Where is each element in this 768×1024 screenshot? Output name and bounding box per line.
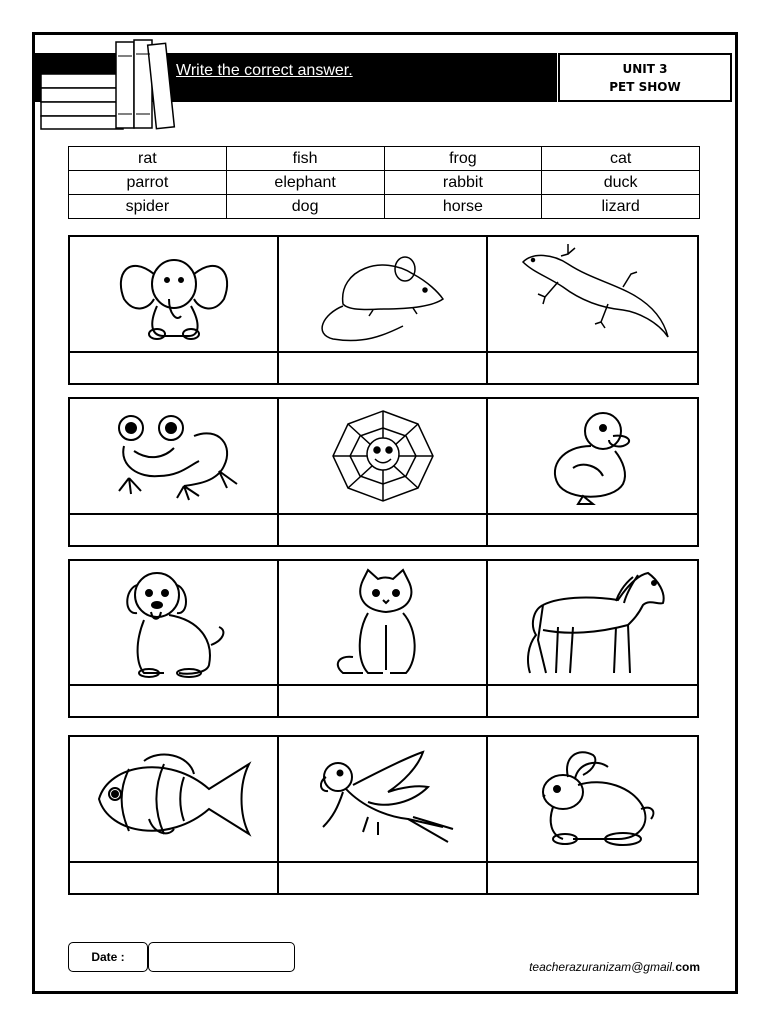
word-bank-row <box>69 171 700 195</box>
cat-icon <box>328 565 438 680</box>
picture-frame <box>70 737 277 863</box>
answer-field[interactable] <box>279 515 486 545</box>
picture-cell <box>279 737 488 893</box>
word-bank-cell: rabbit <box>384 171 542 195</box>
unit-title: PET SHOW <box>609 80 681 94</box>
word-bank-table <box>68 146 700 219</box>
word-bank-cell: parrot <box>69 171 227 195</box>
word-bank-row <box>69 147 700 171</box>
word-bank-cell: dog <box>226 195 384 219</box>
answer-field[interactable] <box>488 686 697 716</box>
spider-icon <box>328 406 438 506</box>
picture-cell <box>70 399 279 545</box>
picture-cell <box>488 237 697 383</box>
answer-field[interactable] <box>70 353 277 383</box>
word-bank-cell: rat <box>69 147 227 171</box>
answer-field[interactable] <box>70 863 277 893</box>
answer-field[interactable] <box>488 353 697 383</box>
picture-frame <box>488 737 697 863</box>
picture-cell <box>70 561 279 716</box>
duck-icon <box>543 406 643 506</box>
picture-frame <box>488 399 697 515</box>
frog-icon <box>109 406 239 506</box>
answer-field[interactable] <box>279 863 486 893</box>
unit-number: UNIT 3 <box>622 62 668 76</box>
email-main: teacherazuranizam@gmail. <box>529 960 676 974</box>
word-bank-cell: cat <box>542 147 700 171</box>
books-icon <box>38 36 180 132</box>
lizard-icon <box>513 242 673 347</box>
picture-frame <box>70 561 277 686</box>
word-bank-row <box>69 195 700 219</box>
rabbit-icon <box>523 747 663 852</box>
picture-frame <box>488 237 697 353</box>
email-tld: com <box>675 960 700 974</box>
unit-label-box <box>558 53 732 102</box>
picture-row-3 <box>68 559 699 718</box>
answer-field[interactable] <box>279 686 486 716</box>
picture-cell <box>488 737 697 893</box>
elephant-icon <box>109 244 239 344</box>
picture-frame <box>279 561 486 686</box>
picture-cell <box>279 237 488 383</box>
answer-field[interactable] <box>70 686 277 716</box>
picture-cell <box>279 399 488 545</box>
picture-cell <box>488 399 697 545</box>
word-bank-cell: frog <box>384 147 542 171</box>
picture-cell <box>488 561 697 716</box>
word-bank-cell: spider <box>69 195 227 219</box>
parrot-icon <box>308 747 458 852</box>
picture-frame <box>279 399 486 515</box>
picture-row-2 <box>68 397 699 547</box>
picture-frame <box>70 237 277 353</box>
answer-field[interactable] <box>488 515 697 545</box>
answer-field[interactable] <box>488 863 697 893</box>
word-bank-cell: fish <box>226 147 384 171</box>
answer-field[interactable] <box>70 515 277 545</box>
picture-cell <box>279 561 488 716</box>
word-bank-cell: horse <box>384 195 542 219</box>
answer-field[interactable] <box>279 353 486 383</box>
picture-cell <box>70 237 279 383</box>
picture-cell <box>70 737 279 893</box>
picture-frame <box>488 561 697 686</box>
rat-icon <box>313 244 453 344</box>
date-field[interactable] <box>148 942 295 972</box>
picture-row-4 <box>68 735 699 895</box>
dog-icon <box>119 565 229 680</box>
author-email <box>529 960 700 974</box>
instruction-title: Write the correct answer. <box>176 62 353 79</box>
picture-frame <box>70 399 277 515</box>
picture-frame <box>279 737 486 863</box>
picture-frame <box>279 237 486 353</box>
word-bank-cell: elephant <box>226 171 384 195</box>
word-bank-cell: duck <box>542 171 700 195</box>
fish-icon <box>89 749 259 849</box>
word-bank-cell: lizard <box>542 195 700 219</box>
date-label: Date : <box>68 942 148 972</box>
horse-icon <box>518 565 668 680</box>
picture-row-1 <box>68 235 699 385</box>
